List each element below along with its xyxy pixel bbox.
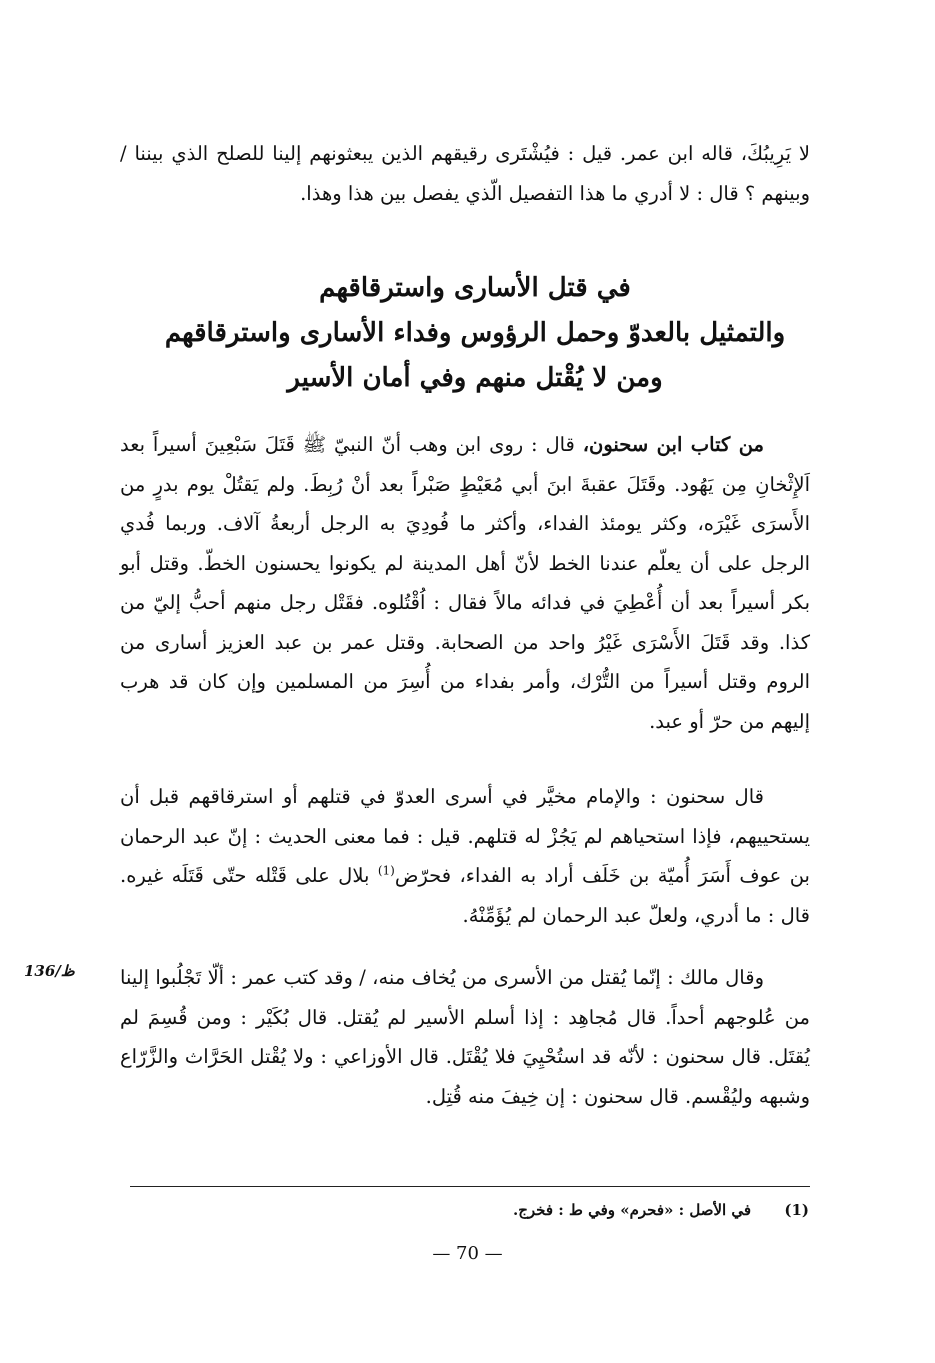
page-number: — 70 —	[432, 1243, 503, 1264]
footnote-divider	[130, 1186, 810, 1187]
paragraph-1-lead: من كتاب ابن سحنون،	[582, 433, 764, 456]
margin-folio-note: 136/ظ	[24, 962, 75, 980]
paragraph-2-body	[120, 777, 810, 935]
footnote-number: (1)	[784, 1201, 809, 1219]
footnote-text: في الأصل : «فحرم» وفي ط : فخرج.	[512, 1201, 752, 1219]
footnote	[513, 1201, 809, 1219]
paragraph-1-text: قال : روى ابن وهب أنّ النبيّ ﷺ قَتَلَ سَبْعِينَ أسيراً بعد اَلإِثْخانِ مِن يَهُود. وقَتَلَ عقبةَ ابنَ أبي مُعَيْطٍ صَبْراً بعد أنْ رُبِطَ. ولم يَقتُلْ يوم بدرٍ من الأَسرَى غَيْرَه، وكثر يومئذ الفداء، وأكثر ما فُودِيَ به الرجل أربعةُ آلاف. وربما فُدي الرجل على أن يعلّم عندنا الخط لأنّ أهل المدينة لم يكونوا يحسنون الخطّ. وقتل أبو بكر أسيراً بعد أن أُعْطِيَ في فدائه مالاً فقال : اُقْتُلوه. فقَتْل رجل منهم أحبُّ إليّ من كذا. وقد قَتَلَ الأَسْرَى غَيْرُ واحد من الصحابة. وقتل عمر بن عبد العزيز أسارى من الروم وقتل أسيراً من التُّرْك، وأمر بفداء من أُسِرَ من المسلمين وإن كان قد هرب إليهم من حرّ أو عبد.	[120, 433, 810, 733]
paragraph-3	[120, 958, 810, 1116]
title-line-1: في قتل الأسارى واسترقاقهم	[319, 273, 631, 303]
intro-paragraph	[120, 134, 810, 213]
paragraph-2	[120, 777, 810, 935]
paragraph-1-body	[120, 425, 810, 741]
title-line-2: والتمثيل بالعدوّ وحمل الرؤوس وفداء الأسارى واسترقاقهم	[164, 318, 786, 348]
section-title	[130, 266, 820, 401]
paragraph-2-text-before: قال سحنون : والإمام مخيَّر في أسرى العدوّ في قتلهم أو استرقاقهم قبل أن يستحييهم، فإذا استحياهم لم يَجُزْ له قتلهم. قيل : فما معنى الحديث : إنّ عبد الرحمان بن عوف أَسَرَ أُميّة بن خَلَف أراد به الفداء، فحرّض	[120, 785, 810, 887]
paragraph-1	[120, 425, 810, 741]
footnote-reference[interactable]: (1)	[377, 863, 395, 878]
paragraph-2-text-after: بلال على قَتْله حتّى قَتَلَه غيره. قال : ما أدري، ولعلّ عبد الرحمان لم يُؤَمِّنْهُ.	[120, 864, 810, 927]
paragraph-3-text: وقال مالك : إنّما يُقتل من الأسرى من يُخاف منه، / وقد كتب عمر : ألّا تَجْلُبوا إلينا من عُلوجهم أحداً. قال مُجاهِد : إذا أسلم الأسير لم يُقتل. قال بُكَيْر : ومن قُسِمَ لم يُقتَل. قال سحنون : لأنّه قد استُحْيِيَ فلا يُقْتَل. قال الأوزاعي : ولا يُقْتل الحَرَّاث والزَّرّاع وشبهه وليُقْسم. قال سحنون : إن خِيفَ منه قُتِل.	[120, 966, 810, 1108]
intro-text: لا يَرِيبُكَ، قاله ابن عمر. قيل : فيُشْتَرى رقيقهم الذين يبعثونهم إلينا للصلح الذي بيننا / وبينهم ؟ قال : لا أدري ما هذا التفصيل الّذي يفصل بين هذا وهذا.	[120, 142, 810, 205]
title-line-3: ومن لا يُقْتل منهم وفي أمان الأسير	[287, 363, 663, 393]
